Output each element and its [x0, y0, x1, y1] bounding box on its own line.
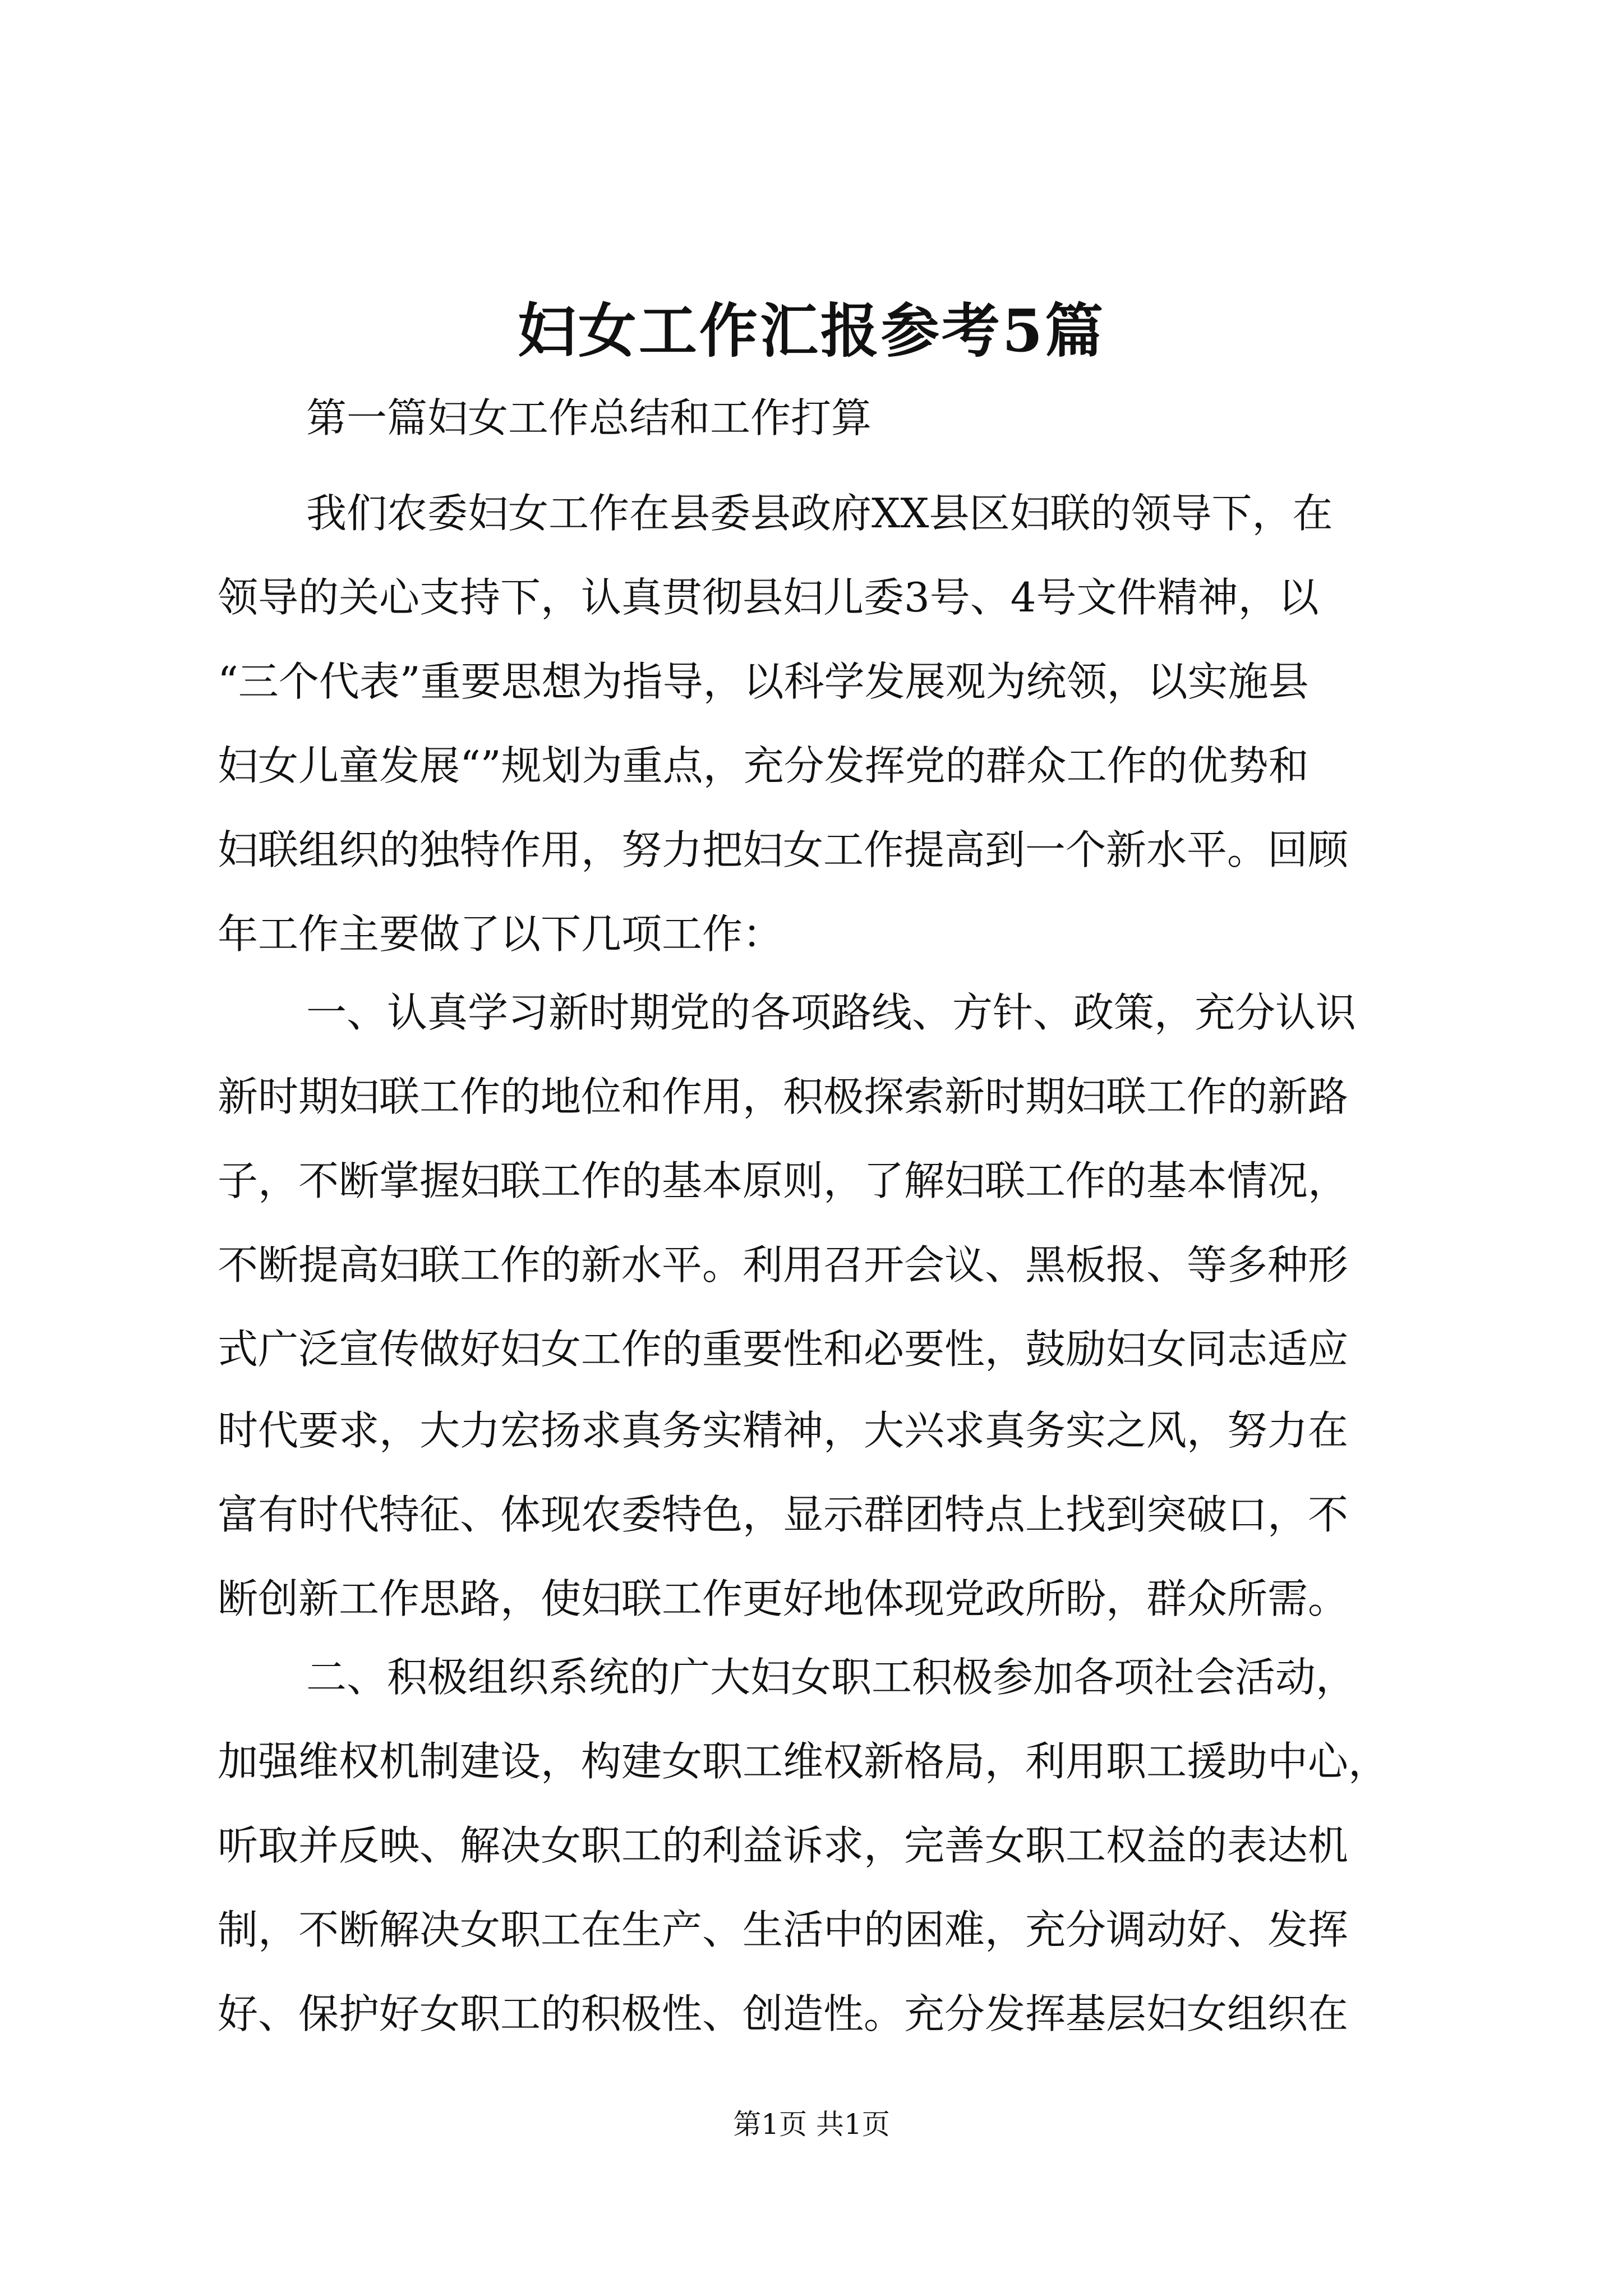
paragraph-1-line-4: 妇女儿童发展“”规划为重点，充分发挥党的群众工作的优势和	[218, 742, 1309, 789]
paragraph-1-line-5: 妇联组织的独特作用，努力把妇女工作提高到一个新水平。回顾	[218, 826, 1349, 873]
paragraph-2-line-2: 新时期妇联工作的地位和作用，积极探索新时期妇联工作的新路	[218, 1073, 1349, 1120]
paragraph-2-line-1: 一、认真学习新时期党的各项路线、方针、政策，充分认识	[306, 989, 1357, 1036]
paragraph-2-line-3: 子，不断掌握妇联工作的基本原则，了解妇联工作的基本情况，	[218, 1157, 1349, 1204]
paragraph-3-line-1: 二、积极组织系统的广大妇女职工积极参加各项社会活动，	[306, 1654, 1357, 1701]
paragraph-2-line-7: 富有时代特征、体现农委特色，显示群团特点上找到突破口，不	[218, 1491, 1349, 1538]
paragraph-2-line-4: 不断提高妇联工作的新水平。利用召开会议、黑板报、等多种形	[218, 1241, 1349, 1289]
paragraph-3-line-4: 制，不断解决女职工在生产、生活中的困难，充分调动好、发挥	[218, 1906, 1349, 1953]
paragraph-3-line-2: 加强维权机制建设，构建女职工维权新格局，利用职工援助中心，	[218, 1738, 1389, 1785]
section-heading: 第一篇妇女工作总结和工作打算	[306, 394, 872, 441]
paragraph-2-line-8: 断创新工作思路，使妇联工作更好地体现党政所盼，群众所需。	[218, 1575, 1349, 1622]
paragraph-2-line-6: 时代要求，大力宏扬求真务实精神，大兴求真务实之风，努力在	[218, 1407, 1349, 1454]
paragraph-1-line-6: 年工作主要做了以下几项工作：	[218, 910, 783, 958]
paragraph-1-line-1: 我们农委妇女工作在县委县政府XX县区妇联的领导下，在	[306, 490, 1333, 537]
document-title: 妇女工作汇报参考5篇	[517, 296, 1106, 365]
paragraph-1-line-3: “三个代表”重要思想为指导，以科学发展观为统领，以实施县	[218, 658, 1309, 705]
paragraph-3-line-5: 好、保护好女职工的积极性、创造性。充分发挥基层妇女组织在	[218, 1990, 1349, 2037]
paragraph-2-line-5: 式广泛宣传做好妇女工作的重要性和必要性，鼓励妇女同志适应	[218, 1326, 1349, 1373]
paragraph-3-line-3: 听取并反映、解决女职工的利益诉求，完善女职工权益的表达机	[218, 1822, 1349, 1869]
page-footer: 第1页 共1页	[733, 2108, 890, 2141]
paragraph-1-line-2: 领导的关心支持下，认真贯彻县妇儿委3号、4号文件精神，以	[218, 574, 1319, 621]
